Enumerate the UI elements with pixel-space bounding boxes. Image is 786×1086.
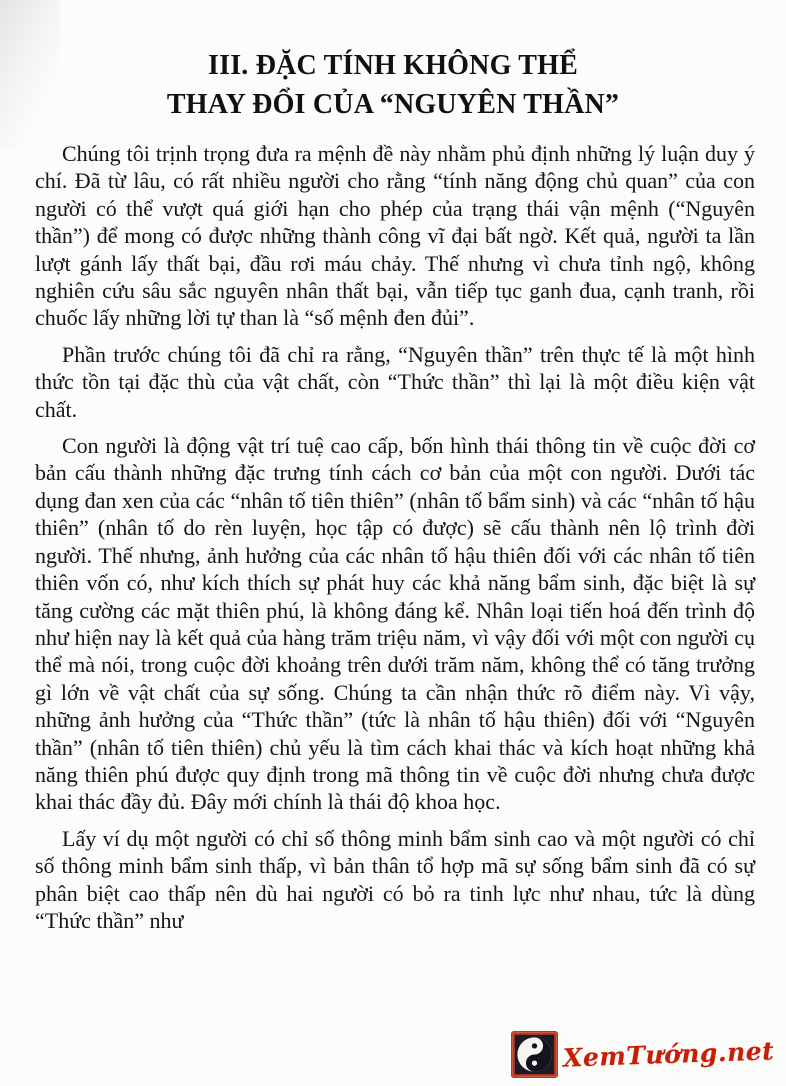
body-text <box>35 140 755 943</box>
paragraph-4: Lấy ví dụ một người có chỉ số thông minh bẩm sinh cao và một người có chỉ số thông minh bẩm sinh thấp, vì bản thân tổ hợp mã sự sống bẩm sinh đã có sự phân biệt cao thấp nên dù hai người có bỏ ra tinh lực như nhau, tức là dùng “Thức thần” như <box>35 825 755 933</box>
page-title <box>40 46 746 124</box>
paragraph-1: Chúng tôi trịnh trọng đưa ra mệnh đề này nhằm phủ định những lý luận duy ý chí. Đã từ lâu, có rất nhiều người cho rằng “tính năng động chủ quan” của con người có thể vượt quá giới hạn cho phép của trạng thái vận mệnh (“Nguyên thần”) để mong có được những thành công vĩ đại bất ngờ. Kết quả, người ta lần lượt gánh lấy thất bại, đầu rơi máu chảy. Thế nhưng vì chưa tỉnh ngộ, không nghiên cứu sâu sắc nguyên nhân thất bại, vẫn tiếp tục ganh đua, cạnh tranh, rồi chuốc lấy những lời tự than là “số mệnh đen đủi”. <box>35 141 755 331</box>
paragraph-2: Phần trước chúng tôi đã chỉ ra rằng, “Nguyên thần” trên thực tế là một hình thức tồn tại đặc thù của vật chất, còn “Thức thần” thì lại là một điều kiện vật chất. <box>35 341 755 422</box>
yin-yang-icon <box>511 1031 558 1078</box>
watermark-brand: XemTướng.net <box>562 1036 775 1073</box>
title-line-1: III. ĐẶC TÍNH KHÔNG THỂ <box>208 50 578 81</box>
paragraph-3: Con người là động vật trí tuệ cao cấp, bốn hình thái thông tin về cuộc đời cơ bản cấu thành những đặc trưng tính cách cơ bản của một con người. Dưới tác dụng đan xen của các “nhân tố tiên thiên” (nhân tố bẩm sinh) và các “nhân tố hậu thiên” (nhân tố do rèn luyện, học tập có được) sẽ cấu thành nên lộ trình đời người. Thế nhưng, ảnh hưởng của các nhân tố hậu thiên đối với các nhân tố tiên thiên vốn có, như kích thích sự phát huy các khả năng bẩm sinh, đặc biệt là sự tăng cường các mặt thiên phú, là không đáng kể. Nhân loại tiến hoá đến trình độ như hiện nay là kết quả của hàng trăm triệu năm, vì vậy đối với một con người cụ thể mà nói, trong cuộc đời khoảng trên dưới trăm năm, không thể có tăng trưởng gì lớn về vật chất của sự sống. Chúng ta cần nhận thức rõ điểm này. Vì vậy, những ảnh hưởng của “Thức thần” (tức là nhân tố hậu thiên) đối với “Nguyên thần” (nhân tố tiên thiên) chủ yếu là tìm cách khai thác và kích hoạt những khả năng thiên phú được quy định trong mã thông tin về cuộc đời nhưng chưa được khai thác đầy đủ. Đây mới chính là thái độ khoa học. <box>35 433 755 815</box>
watermark <box>511 1031 774 1078</box>
title-line-2: THAY ĐỔI CỦA “NGUYÊN THẦN” <box>166 89 620 120</box>
